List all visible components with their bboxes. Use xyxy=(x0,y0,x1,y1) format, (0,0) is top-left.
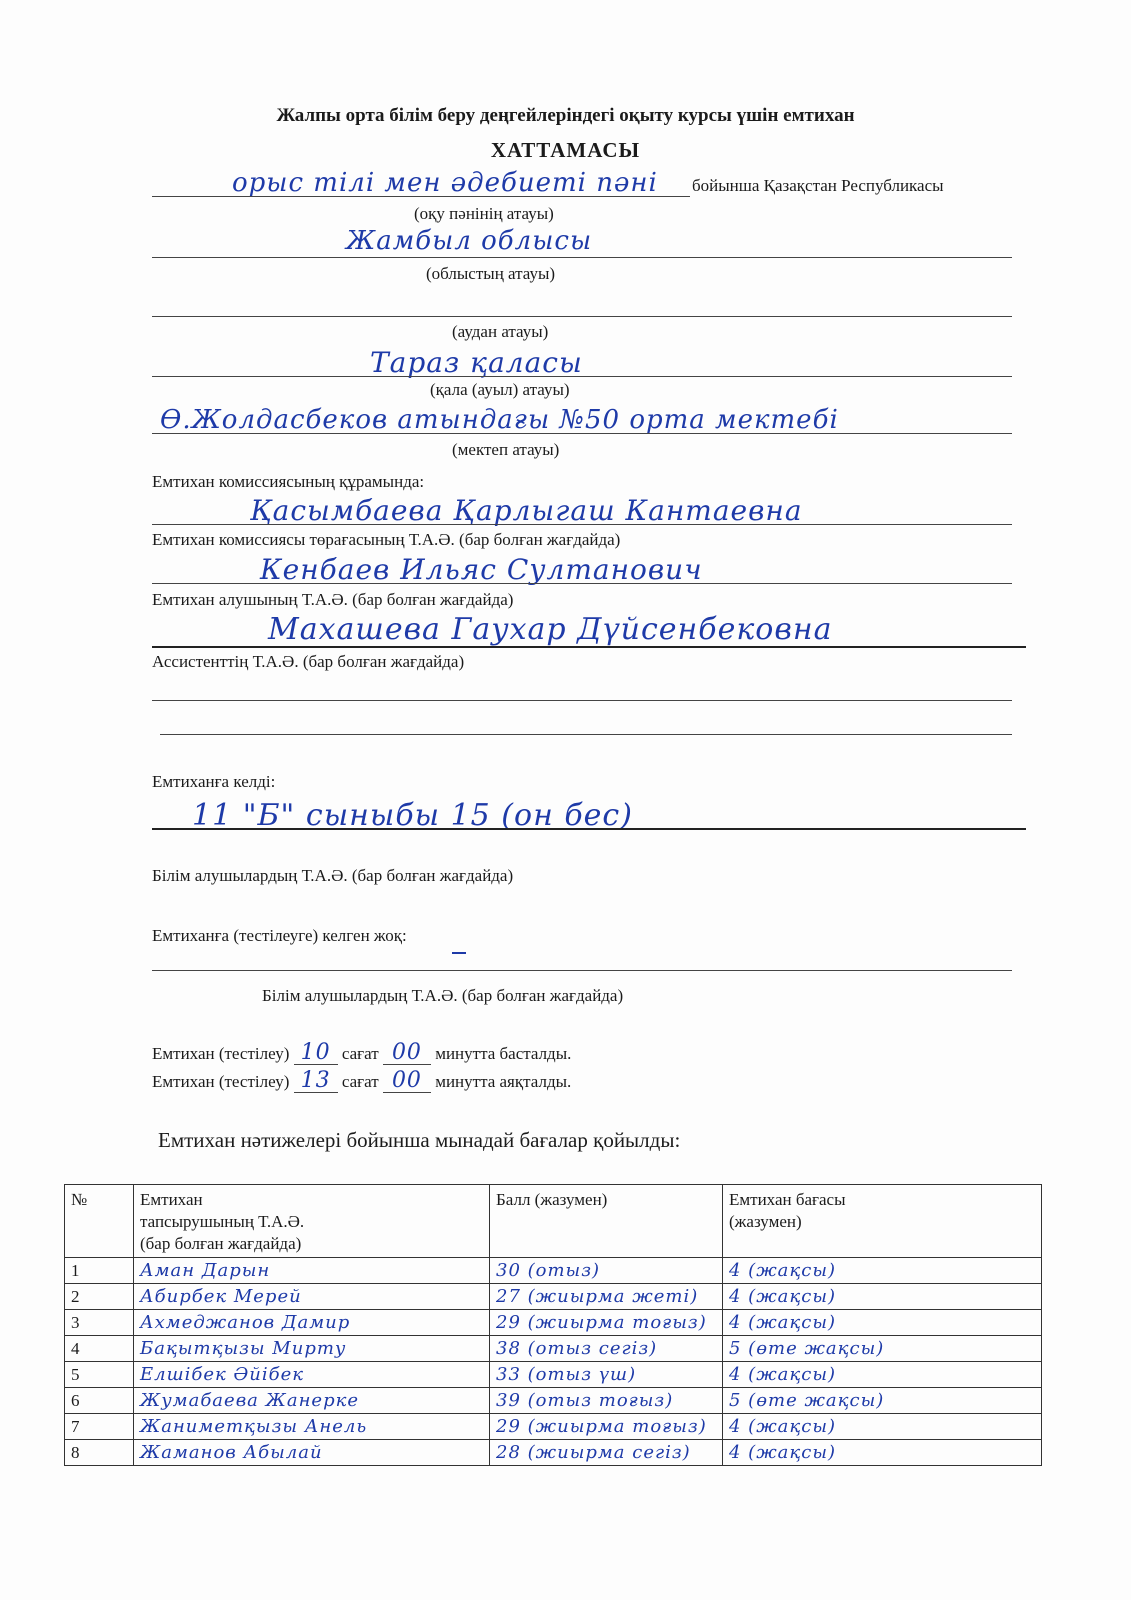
end-hour: 13 xyxy=(300,1068,331,1093)
end-hour-word: сағат xyxy=(341,1072,379,1091)
district-caption: (аудан атауы) xyxy=(452,322,549,341)
region-line xyxy=(152,257,1012,258)
row-name: Абирбек Мерей xyxy=(134,1284,490,1310)
table-row xyxy=(65,1414,1042,1440)
assistant-handwritten: Махашева Гаухар Дүйсенбековна xyxy=(268,612,833,647)
table-row xyxy=(65,1440,1042,1466)
examiner-label: Емтихан алушының Т.А.Ә. (бар болған жағдайда) xyxy=(152,590,514,609)
row-grade: 4 (жақсы) xyxy=(723,1258,1042,1284)
subject-handwritten: орыс тілі мен әдебиеті пәні xyxy=(232,168,658,198)
row-name: Аман Дарын xyxy=(134,1258,490,1284)
table-row xyxy=(65,1258,1042,1284)
absent-label: Емтиханға (тестілеуге) келген жоқ: xyxy=(152,926,407,945)
subject-caption: (оқу пәнінің атауы) xyxy=(414,204,554,223)
absent-line xyxy=(152,970,1012,971)
start-suffix: минутта басталды. xyxy=(435,1044,572,1063)
row-name: Бақытқызы Мирту xyxy=(134,1336,490,1362)
row-num: 4 xyxy=(65,1336,134,1362)
came-line xyxy=(152,828,1026,830)
grades-header-row xyxy=(65,1185,1042,1258)
col-name-header: Емтихан тапсырушының Т.А.Ә. (бар болған жағдайда) xyxy=(134,1185,490,1258)
row-grade: 4 (жақсы) xyxy=(723,1310,1042,1336)
row-num: 5 xyxy=(65,1362,134,1388)
row-score: 38 (отыз сегіз) xyxy=(490,1336,723,1362)
row-score: 29 (жиырма тоғыз) xyxy=(490,1414,723,1440)
subject-suffix: бойынша Қазақстан Республикасы xyxy=(692,176,944,195)
row-grade: 5 (өте жақсы) xyxy=(723,1388,1042,1414)
absent-dash-mark xyxy=(452,952,466,954)
title-line-2: ХАТТАМАСЫ xyxy=(490,138,641,162)
city-caption: (қала (ауыл) атауы) xyxy=(430,380,570,399)
row-grade: 4 (жақсы) xyxy=(723,1284,1042,1310)
row-score: 33 (отыз үш) xyxy=(490,1362,723,1388)
examiner-line xyxy=(152,583,1012,584)
end-suffix: минутта аяқталды. xyxy=(435,1072,572,1091)
start-prefix: Емтихан (тестілеу) xyxy=(152,1044,290,1063)
end-time-line xyxy=(152,1068,572,1093)
title-line-1: Жалпы орта білім беру деңгейлеріндегі оқыту курсы үшін емтихан xyxy=(276,105,855,126)
table-row xyxy=(65,1388,1042,1414)
start-min: 00 xyxy=(391,1040,422,1065)
school-handwritten: Ө.Жолдасбеков атындағы №50 орта мектебі xyxy=(160,405,839,435)
col-grade-header: Емтихан бағасы (жазумен) xyxy=(723,1185,1042,1258)
came-handwritten: 11 "Б" сыныбы 15 (он бес) xyxy=(192,798,633,833)
grades-table xyxy=(64,1184,1042,1466)
col-num-header: № xyxy=(65,1185,134,1258)
table-row xyxy=(65,1362,1042,1388)
table-row xyxy=(65,1284,1042,1310)
row-name: Жаманов Абылай xyxy=(134,1440,490,1466)
row-grade: 4 (жақсы) xyxy=(723,1440,1042,1466)
table-row xyxy=(65,1310,1042,1336)
row-grade: 5 (өте жақсы) xyxy=(723,1336,1042,1362)
row-grade: 4 (жақсы) xyxy=(723,1362,1042,1388)
blank-line-1 xyxy=(152,700,1012,701)
region-caption: (облыстың атауы) xyxy=(426,264,556,283)
chair-line xyxy=(152,524,1012,525)
assistant-line xyxy=(152,646,1026,648)
school-line xyxy=(152,433,1012,434)
row-num: 8 xyxy=(65,1440,134,1466)
school-caption: (мектеп атауы) xyxy=(452,440,560,459)
assistant-label: Ассистенттің Т.А.Ә. (бар болған жағдайда) xyxy=(152,652,465,671)
row-score: 28 (жиырма сегіз) xyxy=(490,1440,723,1466)
city-line xyxy=(152,376,1012,377)
col-score-header: Балл (жазумен) xyxy=(490,1185,723,1258)
blank-line-2 xyxy=(160,734,1012,735)
row-num: 7 xyxy=(65,1414,134,1440)
commission-chair-label: Емтихан комиссиясы төрағасының Т.А.Ә. (бар болған жағдайда) xyxy=(152,530,621,549)
row-num: 1 xyxy=(65,1258,134,1284)
row-score: 29 (жиырма тоғыз) xyxy=(490,1310,723,1336)
row-name: Жумабаева Жанерке xyxy=(134,1388,490,1414)
absent-students-label: Білім алушылардың Т.А.Ә. (бар болған жағдайда) xyxy=(262,986,624,1005)
row-name: Ахмеджанов Дамир xyxy=(134,1310,490,1336)
start-hour-word: сағат xyxy=(341,1044,379,1063)
table-row xyxy=(65,1336,1042,1362)
district-line xyxy=(152,316,1012,317)
came-label: Емтиханға келді: xyxy=(152,772,276,791)
end-min: 00 xyxy=(391,1068,422,1093)
commission-label: Емтихан комиссиясының құрамында: xyxy=(152,472,425,491)
end-prefix: Емтихан (тестілеу) xyxy=(152,1072,290,1091)
row-score: 39 (отыз тоғыз) xyxy=(490,1388,723,1414)
row-name: Елшібек Әйібек xyxy=(134,1362,490,1388)
row-name: Жаниметқызы Анель xyxy=(134,1414,490,1440)
row-grade: 4 (жақсы) xyxy=(723,1414,1042,1440)
grades-heading: Емтихан нәтижелері бойынша мынадай бағалар қойылды: xyxy=(158,1128,681,1152)
start-hour: 10 xyxy=(300,1040,331,1065)
row-score: 27 (жиырма жеті) xyxy=(490,1284,723,1310)
subject-line xyxy=(152,196,690,197)
examiner-handwritten: Кенбаев Ильяс Султанович xyxy=(260,553,703,586)
row-score: 30 (отыз) xyxy=(490,1258,723,1284)
commission-chair-handwritten: Қасымбаева Қарлыгаш Кантаевна xyxy=(250,494,803,527)
row-num: 2 xyxy=(65,1284,134,1310)
row-num: 3 xyxy=(65,1310,134,1336)
row-num: 6 xyxy=(65,1388,134,1414)
city-handwritten: Тараз қаласы xyxy=(370,346,583,379)
students-label: Білім алушылардың Т.А.Ә. (бар болған жағдайда) xyxy=(152,866,514,885)
start-time-line xyxy=(152,1040,572,1065)
region-handwritten: Жамбыл облысы xyxy=(346,226,593,256)
